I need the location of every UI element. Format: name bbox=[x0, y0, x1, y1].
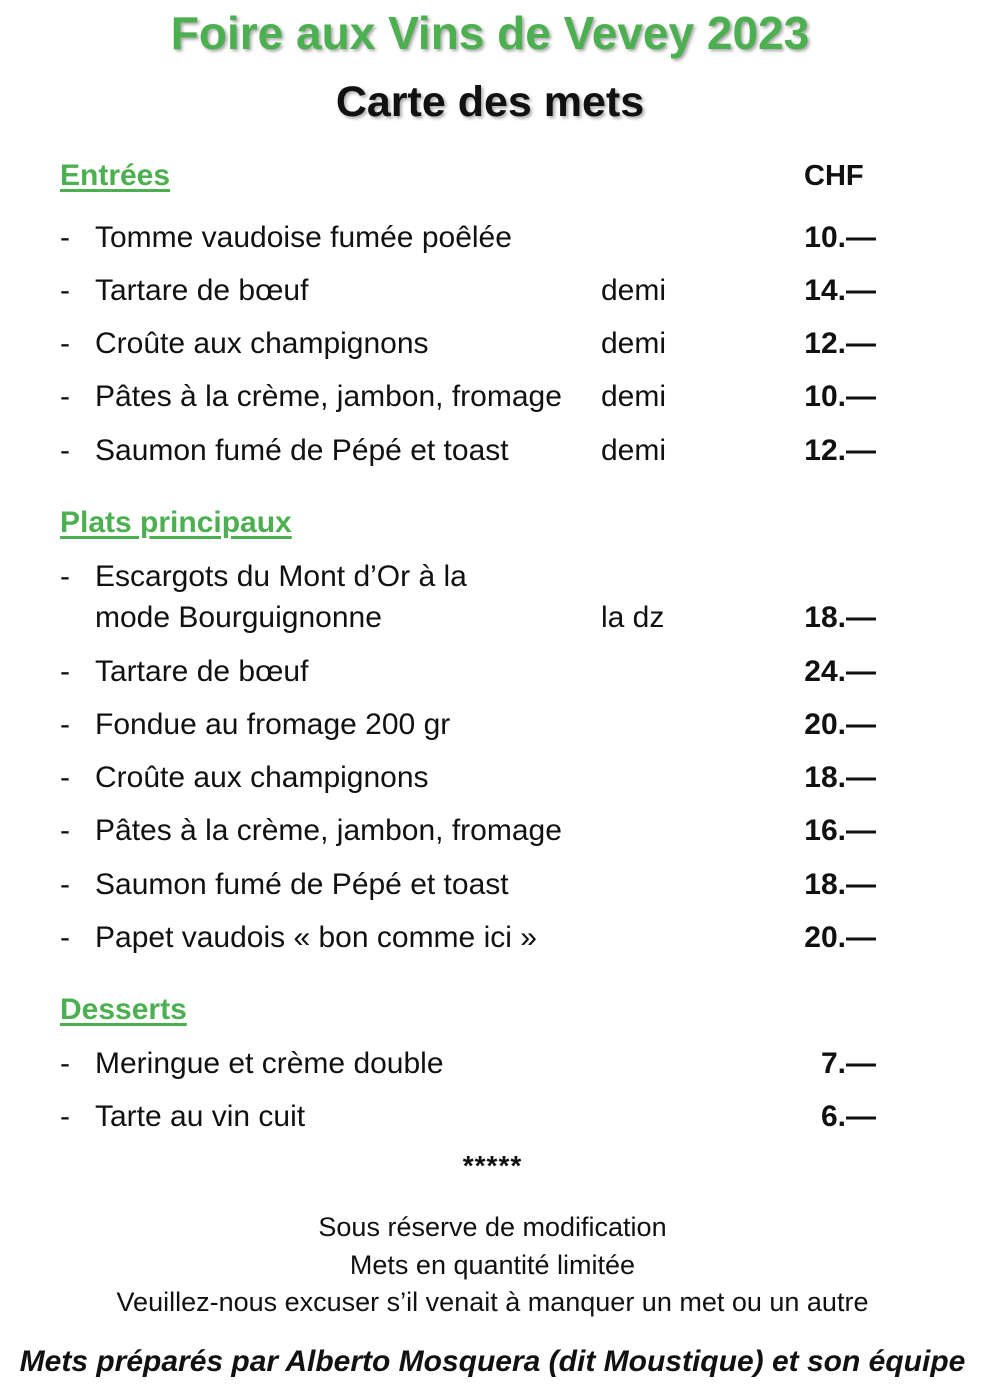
item-dash: - bbox=[60, 655, 70, 688]
item-price: 12.— bbox=[804, 327, 876, 360]
item-name: Pâtes à la crème, jambon, fromage bbox=[95, 380, 562, 413]
item-qty: demi bbox=[601, 380, 667, 413]
item-dash: - bbox=[60, 274, 70, 307]
page-subtitle: Carte des mets bbox=[335, 78, 645, 126]
item-price: 10.— bbox=[804, 221, 876, 254]
item-price: 6.— bbox=[820, 1100, 876, 1133]
menu-item bbox=[0, 811, 1000, 851]
menu-item bbox=[0, 758, 1000, 798]
item-qty: demi bbox=[601, 434, 667, 467]
item-price: 10.— bbox=[804, 380, 876, 413]
menu-item bbox=[0, 865, 1000, 905]
currency-header: CHF bbox=[804, 160, 864, 192]
item-name: Croûte aux champignons bbox=[95, 327, 429, 360]
section-title-desserts: Desserts bbox=[60, 993, 187, 1026]
item-qty: demi bbox=[601, 327, 667, 360]
separator: ***** bbox=[462, 1150, 523, 1181]
menu-item bbox=[0, 271, 1000, 311]
page-title: Foire aux Vins de Vevey 2023 bbox=[170, 7, 810, 59]
item-price: 7.— bbox=[820, 1047, 876, 1080]
item-price: 16.— bbox=[804, 814, 876, 847]
item-name: Pâtes à la crème, jambon, fromage bbox=[95, 814, 562, 847]
footer-note: Veuillez-nous excuser s’il venait à manquer un met ou un autre bbox=[116, 1287, 869, 1317]
menu-item bbox=[0, 377, 1000, 417]
item-dash: - bbox=[60, 380, 70, 413]
item-name: Escargots du Mont d’Or à la bbox=[95, 560, 467, 593]
item-price: 12.— bbox=[804, 434, 876, 467]
item-name: Fondue au fromage 200 gr bbox=[95, 708, 451, 741]
menu-item bbox=[0, 652, 1000, 692]
menu-item bbox=[0, 705, 1000, 745]
menu-item bbox=[0, 1097, 1000, 1137]
item-price: 14.— bbox=[804, 274, 876, 307]
item-name: Tartare de bœuf bbox=[95, 655, 309, 688]
item-name: Tartare de bœuf bbox=[95, 274, 309, 307]
footer-note: Sous réserve de modification bbox=[318, 1212, 667, 1242]
section-title-entrees: Entrées bbox=[60, 159, 171, 192]
item-name: Saumon fumé de Pépé et toast bbox=[95, 434, 509, 467]
item-dash: - bbox=[60, 221, 70, 254]
item-qty: la dz bbox=[601, 601, 665, 634]
item-dash: - bbox=[60, 761, 70, 794]
item-dash: - bbox=[60, 814, 70, 847]
item-price: 20.— bbox=[804, 921, 876, 954]
menu-item bbox=[0, 431, 1000, 471]
item-price: 18.— bbox=[804, 868, 876, 901]
item-name: Tomme vaudoise fumée poêlée bbox=[95, 221, 512, 254]
menu-item bbox=[0, 598, 1000, 638]
item-name: mode Bourguignonne bbox=[95, 601, 382, 634]
item-dash: - bbox=[60, 1047, 70, 1080]
menu-item bbox=[0, 557, 1000, 597]
menu-item bbox=[0, 218, 1000, 258]
item-name: Papet vaudois « bon comme ici » bbox=[95, 921, 537, 954]
section-title-plats: Plats principaux bbox=[60, 506, 292, 539]
item-dash: - bbox=[60, 434, 70, 467]
item-name: Tarte au vin cuit bbox=[95, 1100, 306, 1133]
item-price: 18.— bbox=[804, 601, 876, 634]
item-name: Croûte aux champignons bbox=[95, 761, 429, 794]
footer-note: Mets en quantité limitée bbox=[349, 1250, 636, 1280]
item-dash: - bbox=[60, 868, 70, 901]
item-dash: - bbox=[60, 921, 70, 954]
menu-item bbox=[0, 918, 1000, 958]
item-price: 20.— bbox=[804, 708, 876, 741]
item-dash: - bbox=[60, 327, 70, 360]
item-dash: - bbox=[60, 560, 70, 593]
item-dash: - bbox=[60, 708, 70, 741]
item-name: Meringue et crème double bbox=[95, 1047, 444, 1080]
item-dash: - bbox=[60, 1100, 70, 1133]
item-qty: demi bbox=[601, 274, 667, 307]
menu-item bbox=[0, 324, 1000, 364]
item-price: 18.— bbox=[804, 761, 876, 794]
item-price: 24.— bbox=[804, 655, 876, 688]
chef-credit: Mets préparés par Alberto Mosquera (dit Moustique) et son équipe bbox=[19, 1345, 966, 1378]
item-name: Saumon fumé de Pépé et toast bbox=[95, 868, 509, 901]
menu-item bbox=[0, 1044, 1000, 1084]
